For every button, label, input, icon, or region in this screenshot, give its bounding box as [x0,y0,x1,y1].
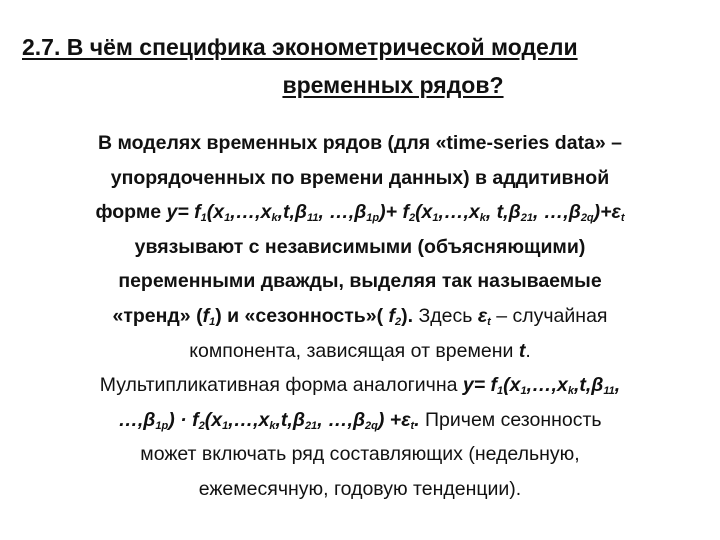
body-line-10: может включать ряд составляющих (недельную, [140,443,580,466]
title-line-1: 2.7. В чём специфика эконометрической модели [22,34,578,60]
body-line-5: переменными дважды, выделяя так называемые [118,270,602,293]
body-line-8-multiplicative: Мультипликативная форма аналогична $y= f_1(x_1,\dots,x_k,t,\beta_{11}$, [99,374,621,398]
body-line-11: ежемесячную, годовую тенденции). [198,477,522,500]
body-line-1: В моделях временных рядов (для «time-series data» – [97,132,623,154]
body-line-9-multiplicative-formula: $\dots,\beta_{1p}$) · $f_2(x_1,\dots,x_k,t,\beta_{21}$, $\dots,\beta_{2q}) +\varepsilon_t$. Причем сезонность [118,408,602,432]
body-line-6: «тренд» $(f_1)$ и «сезонность»( $f_2$). Здесь $\varepsilon_t$ – случайная [112,304,608,328]
body-line-2: упорядоченных по времени данных) в аддитивной [110,166,610,189]
slide-body [22,126,698,507]
slide-title [18,28,708,104]
body-line-4: увязывают с независимыми (объясняющими) [134,235,586,258]
body-line-3-additive-formula: форме $y= f_1(x_1,\dots,x_k,t,\beta_{11}$, $\dots,\beta_{1p})+$ $f_2(x_1,\dots,x_k$, $t,\beta_{21}$, $\dots,\beta_{2q})+\varepsilon_t$ [95,201,625,225]
title-line-2: временных рядов? [282,72,504,98]
body-line-7: компонента, зависящая от времени t. [189,339,531,362]
